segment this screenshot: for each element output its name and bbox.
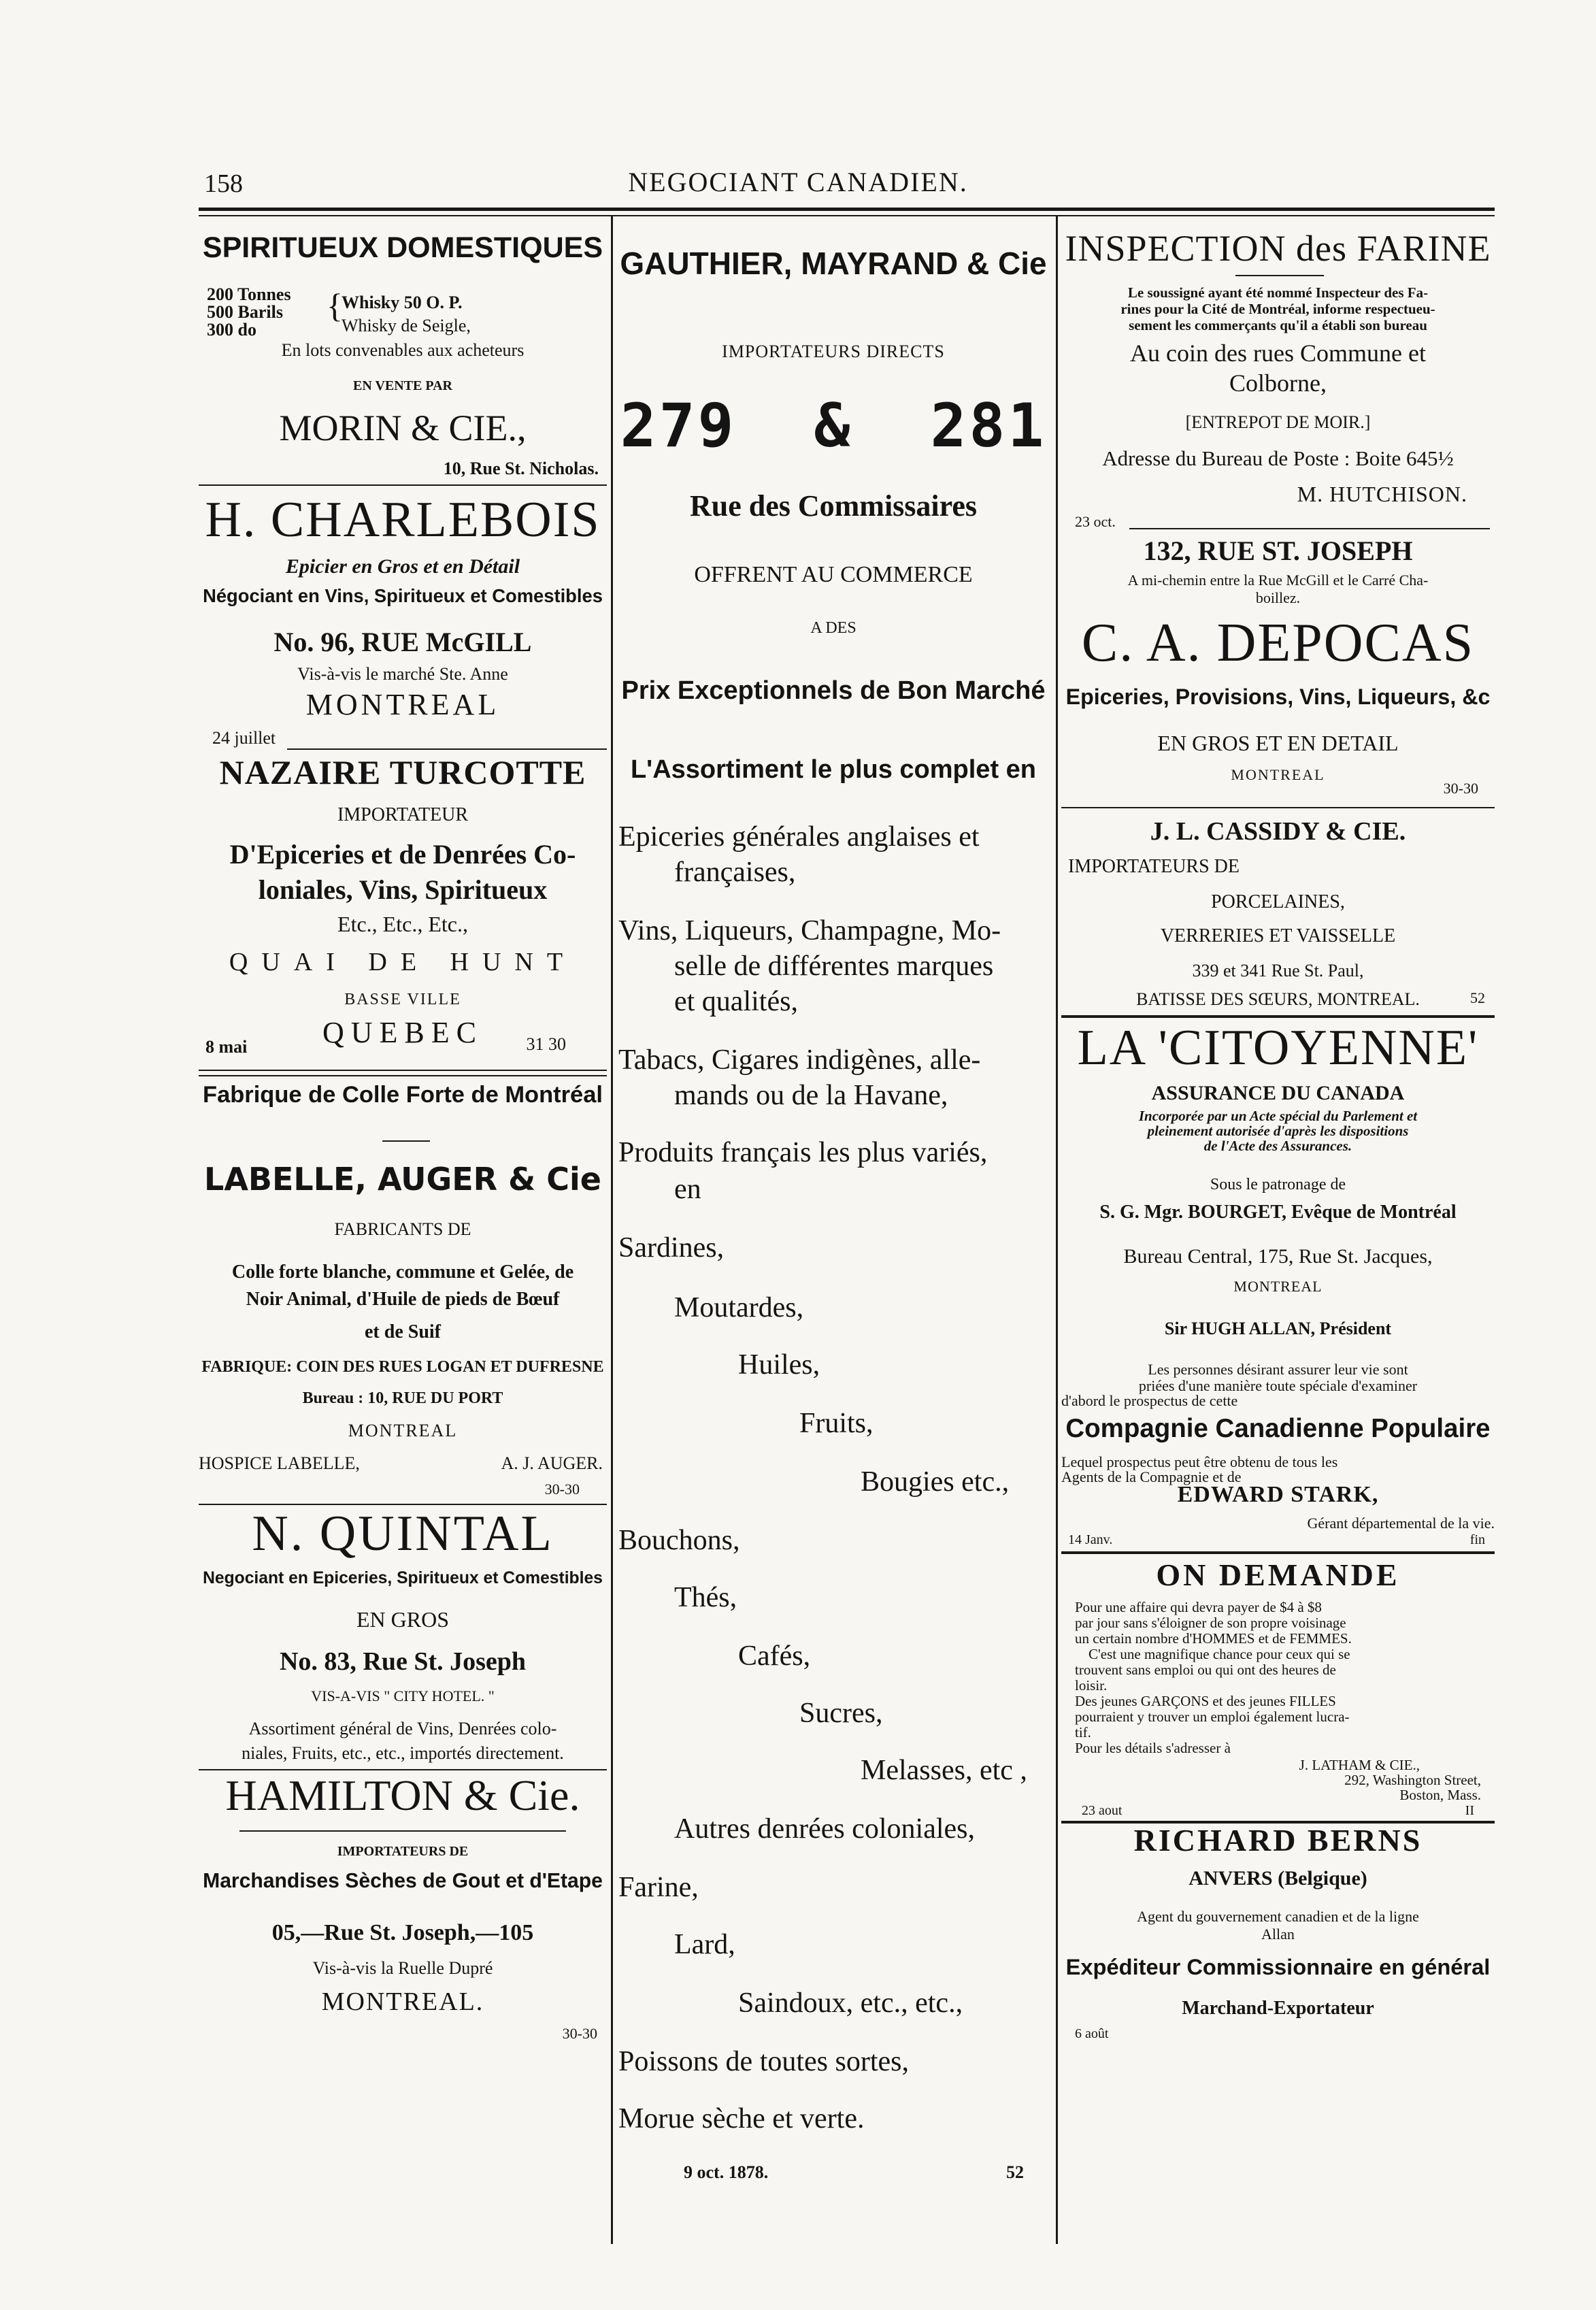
berns-city: ANVERS (Belgique) [1188,1867,1367,1890]
charlebois-city: MONTREAL [305,688,500,721]
charlebois-line4: Vis-à-vis le marché Ste. Anne [297,664,508,684]
citoyenne-incorp-2: pleinement autorisée d'après les dispositions [1147,1123,1409,1139]
quintal-line2: EN GROS [356,1607,449,1632]
gauthier-code: 52 [1006,2162,1024,2182]
demande-line-1: par jour sans s'éloigner de son propre voisinage [1075,1615,1346,1631]
rule [382,1140,430,1142]
turcotte-name: NAZAIRE TURCOTTE [219,753,586,791]
item-24: Morue sèche et verte. [618,2103,865,2134]
citoyenne-gerant: Gérant départemental de la vie. [1307,1515,1495,1532]
item-11: Huiles, [738,1349,820,1381]
farine-line2: rines pour la Cité de Montréal, informe respectueu- [1120,301,1435,317]
charlebois-name: H. CHARLEBOIS [205,492,601,548]
farine-line6: [ENTREPOT DE MOIR.] [1185,412,1371,432]
citoyenne-para-1: Les personnes désirant assurer leur vie sont [1148,1361,1408,1378]
depocas-gros: EN GROS ET EN DETAIL [1157,731,1399,755]
citoyenne-bourget: S. G. Mgr. BOURGET, Evêque de Montréal [1099,1202,1457,1223]
charlebois-line1: Epicier en Gros et en Détail [285,555,520,578]
demande-addr-1: J. LATHAM & CIE., [1299,1757,1420,1773]
item-8: en [674,1174,701,1205]
spiritueux-whisky-2: Whisky de Seigle, [342,316,471,335]
citoyenne-para-2: priées d'une manière toute spéciale d'examiner [1138,1377,1418,1394]
labelle-line4: FABRIQUE: COIN DES RUES LOGAN ET DUFRESNE [201,1358,604,1376]
demande-line-3: C'est une magnifique chance pour ceux qui se [1088,1646,1350,1662]
turcotte-code: 31 30 [526,1034,566,1054]
gauthier-ades: A DES [810,619,857,637]
item-13: Bougies etc., [861,1466,1010,1498]
depocas-address-2a: A mi-chemin entre la Rue McGill et le Carré Cha- [1127,572,1429,589]
labelle-header: Fabrique de Colle Forte de Montréal [203,1082,603,1108]
demande-title: ON DEMANDE [1156,1557,1400,1592]
rule [1061,1551,1495,1554]
citoyenne-compagnie: Compagnie Canadienne Populaire [1065,1414,1491,1443]
farine-line7: Adresse du Bureau de Poste : Boite 645½ [1102,446,1454,470]
farine-line4: Au coin des rues Commune et [1130,340,1426,367]
rule [1235,275,1324,276]
depocas-code: 30-30 [1443,780,1478,797]
depocas-name: C. A. DEPOCAS [1081,613,1475,673]
item-5: Tabacs, Cigares indigènes, alle- [618,1044,981,1076]
turcotte-line5: BASSE VILLE [344,991,461,1008]
spiritueux-title: SPIRITUEUX DOMESTIQUES [202,231,603,264]
berns-name: RICHARD BERNS [1133,1823,1423,1858]
gauthier-name: GAUTHIER, MAYRAND & Cie [620,246,1047,281]
labelle-line1: Colle forte blanche, commune et Gelée, de [231,1261,574,1283]
farine-title: INSPECTION des FARINE [1065,228,1491,269]
charlebois-date: 24 juillet [212,728,276,748]
item-0: Epiceries générales anglaises et [618,821,980,853]
demande-line-6: Des jeunes GARÇONS et des jeunes FILLES [1075,1693,1336,1709]
turcotte-line1: D'Epiceries et de Denrées Co- [229,839,576,870]
cassidy-code: 52 [1470,989,1485,1006]
brace: { [327,288,343,323]
citoyenne-name: LA 'CITOYENNE' [1077,1020,1479,1076]
demande-line-5: loisir. [1075,1677,1108,1694]
page-number: 158 [204,169,243,198]
hamilton-code: 30-30 [562,2025,597,2042]
citoyenne-bureau: Bureau Central, 175, Rue St. Jacques, [1123,1245,1433,1268]
item-17: Sucres, [799,1698,883,1729]
item-9: Sardines, [618,1232,725,1264]
cassidy-line1: IMPORTATEURS DE [1068,856,1240,877]
rule [199,1075,607,1076]
gauthier-prix: Prix Exceptionnels de Bon Marché [621,676,1046,705]
rule [1129,528,1490,529]
spiritueux-qty-1: 200 Tonnes [207,284,291,304]
item-18: Melasses, etc , [861,1755,1027,1786]
cassidy-line3: VERRERIES ET VAISSELLE [1160,925,1396,946]
quintal-line6: niales, Fruits, etc., etc., importés directement. [242,1743,564,1763]
labelle-partner-1: HOSPICE LABELLE, [199,1453,360,1473]
citoyenne-president: Sir HUGH ALLAN, Président [1164,1319,1392,1338]
citoyenne-date: 14 Janv. [1068,1532,1113,1547]
demande-line-8: tif. [1075,1724,1091,1740]
labelle-code: 30-30 [544,1481,580,1498]
demande-code: II [1465,1803,1474,1818]
citoyenne-sub: ASSURANCE DU CANADA [1151,1082,1405,1104]
depocas-trade: Epiceries, Provisions, Vins, Liqueurs, &c [1065,684,1491,709]
running-head: NEGOCIANT CANADIEN. [628,167,968,197]
item-14: Bouchons, [618,1525,740,1556]
header-rule-thin [199,215,1495,216]
rule [287,748,607,750]
item-7: Produits français les plus variés, [618,1137,988,1168]
spiritueux-lots: En lots convenables aux acheteurs [281,340,525,360]
farine-line3: sement les commerçants qu'il a établi son bureau [1129,317,1427,333]
citoyenne-para-3: d'abord le prospectus de cette [1061,1392,1238,1409]
depocas-city: MONTREAL [1231,766,1325,783]
charlebois-line2: Négociant en Vins, Spiritueux et Comestibles [203,585,603,606]
demande-line-7: pourraient y trouver un emploi également lucra- [1075,1709,1350,1725]
spiritueux-qty-3: 300 do [207,320,256,340]
header-rule [199,208,1495,211]
charlebois-line3: No. 96, RUE McGILL [273,627,532,657]
demande-addr-3: Boston, Mass. [1399,1787,1481,1803]
demande-line-4: trouvent sans emploi ou qui ont des heures de [1075,1662,1336,1678]
rule [1061,1015,1495,1018]
citoyenne-city: MONTREAL [1233,1278,1323,1295]
hamilton-city: MONTREAL. [321,1987,484,2016]
farine-date: 23 oct. [1075,513,1116,530]
cassidy-name: J. L. CASSIDY & CIE. [1150,817,1406,846]
citoyenne-incorp-1: Incorporée par un Acte spécial du Parlement et [1138,1108,1418,1124]
farine-signature: M. HUTCHISON. [1297,482,1467,506]
item-1: françaises, [674,857,796,888]
spiritueux-whisky-1: Whisky 50 O. P. [342,293,463,312]
item-20: Farine, [618,1872,699,1903]
labelle-city: MONTREAL [348,1421,458,1440]
gauthier-numbers: 279 & 281 [620,391,1047,461]
quintal-line5: Assortiment général de Vins, Denrées colo- [248,1719,557,1738]
hamilton-line2: 05,—Rue St. Joseph,—105 [271,1920,534,1945]
depocas-address: 132, RUE ST. JOSEPH [1143,535,1413,566]
depocas-address-2b: boillez. [1255,589,1301,606]
cassidy-line2: PORCELAINES, [1211,891,1345,912]
labelle-role: FABRICANTS DE [334,1219,471,1239]
cassidy-line5: BATISSE DES SŒURS, MONTREAL. [1136,989,1420,1009]
quintal-line3: No. 83, Rue St. Joseph [279,1647,527,1676]
quintal-name: N. QUINTAL [252,1506,554,1562]
rule [199,1070,607,1071]
item-21: Lard, [674,1929,735,1960]
column-divider-1 [611,216,613,2244]
gauthier-street: Rue des Commissaires [689,489,978,523]
item-6: mands ou de la Havane, [674,1080,948,1111]
demande-line-9: Pour les détails s'adresser à [1075,1740,1231,1756]
turcotte-line2: loniales, Vins, Spiritueux [258,874,548,905]
item-4: et qualités, [674,986,798,1017]
berns-date: 6 août [1075,2026,1109,2041]
berns-line1: Agent du gouvernement canadien et de la ligne [1137,1908,1419,1925]
citoyenne-incorp-3: de l'Acte des Assurances. [1203,1138,1352,1154]
demande-line-0: Pour une affaire qui devra payer de $4 à $8 [1075,1599,1322,1615]
labelle-line5: Bureau : 10, RUE DU PORT [302,1389,503,1407]
berns-line3: Expéditeur Commissionnaire en général [1065,1954,1491,1979]
labelle-partner-2: A. J. AUGER. [501,1453,603,1473]
rule [239,1830,566,1832]
citoyenne-fin: fin [1469,1532,1485,1547]
citoyenne-agent: EDWARD STARK, [1177,1482,1379,1507]
morin-address: 10, Rue St. Nicholas. [443,459,599,478]
item-19: Autres denrées coloniales, [674,1813,976,1845]
citoyenne-patronage: Sous le patronage de [1210,1176,1346,1193]
item-22: Saindoux, etc., etc., [738,1987,963,2019]
spiritueux-qty-2: 500 Barils [207,302,283,322]
labelle-line2: Noir Animal, d'Huile de pieds de Bœuf [246,1289,560,1310]
gauthier-date: 9 oct. 1878. [684,2162,769,2182]
quintal-line1: Negociant en Epiceries, Spiritueux et Comestibles [203,1569,603,1587]
item-15: Thés, [674,1582,737,1613]
rule [199,484,607,486]
demande-addr-2: 292, Washington Street, [1344,1772,1481,1788]
gauthier-offer: OFFRENT AU COMMERCE [694,562,973,587]
hamilton-role: IMPORTATEURS DE [337,1844,469,1859]
berns-line4: Marchand-Exportateur [1182,1998,1374,2019]
turcotte-city: QUEBEC [322,1016,483,1049]
citoyenne-para-4: Lequel prospectus peut être obtenu de tous les [1061,1453,1338,1470]
farine-line5: Colborne, [1229,369,1327,397]
rule [1061,807,1495,808]
gauthier-assort: L'Assortiment le plus complet en [630,755,1037,784]
turcotte-line4: QUAI DE HUNT [229,948,577,976]
item-2: Vins, Liqueurs, Champagne, Mo- [618,915,1001,946]
gauthier-role: IMPORTATEURS DIRECTS [722,342,945,361]
demande-line-2: un certain nombre d'HOMMES et de FEMMES. [1075,1630,1352,1647]
cassidy-line4: 339 et 341 Rue St. Paul, [1192,961,1364,980]
item-3: selle de différentes marques [674,951,994,982]
berns-line2: Allan [1261,1926,1295,1943]
morin-name: MORIN & CIE., [279,408,527,448]
quintal-line4: VIS-A-VIS " CITY HOTEL. " [311,1687,495,1704]
column-divider-2 [1056,216,1058,2244]
item-10: Moutardes, [674,1292,804,1323]
turcotte-role: IMPORTATEUR [337,804,469,825]
farine-line1: Le soussigné ayant été nommé Inspecteur des Fa- [1127,284,1429,301]
turcotte-date: 8 mai [205,1037,248,1057]
labelle-line3: et de Suif [365,1321,441,1342]
item-23: Poissons de toutes sortes, [618,2046,910,2077]
labelle-name: LABELLE, AUGER & Cie [204,1161,601,1198]
hamilton-line3: Vis-à-vis la Ruelle Dupré [312,1958,493,1978]
item-16: Cafés, [738,1640,811,1672]
hamilton-line1: Marchandises Sèches de Gout et d'Etape [203,1870,603,1892]
demande-date: 23 aout [1082,1803,1123,1818]
turcotte-line3: Etc., Etc., Etc., [337,912,468,936]
hamilton-name: HAMILTON & Cie. [225,1771,580,1819]
citoyenne-para-5: Agents de la Compagnie et de [1061,1468,1242,1485]
item-12: Fruits, [799,1408,874,1439]
spiritueux-vente: EN VENTE PAR [353,378,452,393]
